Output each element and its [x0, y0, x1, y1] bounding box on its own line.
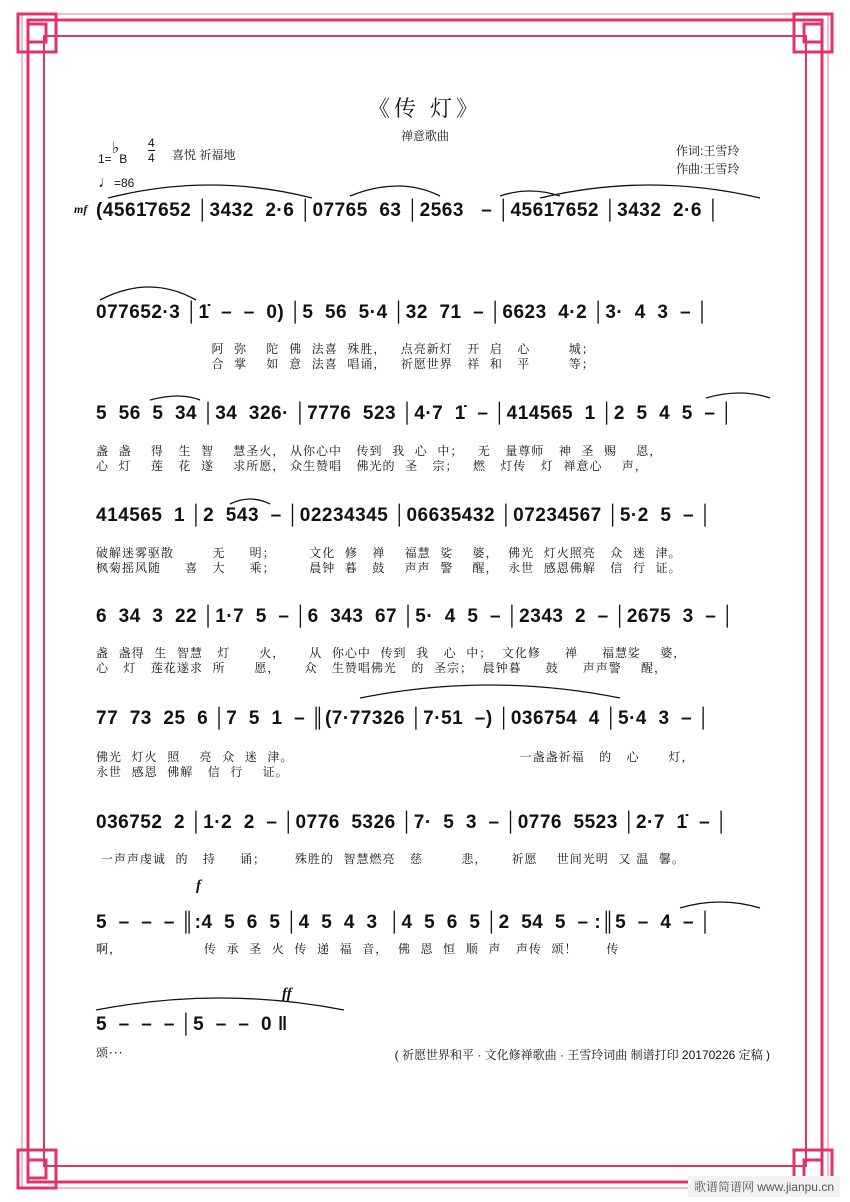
footer-note: ( 祈愿世界和平 · 文化修禅歌曲 · 王雪玲词曲 制谱打印 20170226 定稿 )	[394, 1048, 770, 1062]
lyric-row-7a: 一声声虔诚 的 持 诵； 殊胜的 智慧燃亮 慈 悲， 祈愿 世间光明 又 温 馨。	[96, 852, 685, 866]
score-row-2: 077652·3 │1̇ – – 0) │5 56 5·4 │32 71 – │6623 4·2 │3· 4 3 – │	[96, 302, 710, 323]
key-signature: 1=♭B	[98, 140, 128, 166]
lyric-row-4b: 枫菊摇风随 喜 大 乘； 晨钟 暮 鼓 声声 警 醒， 永世 感恩佛解 信 行 证。	[96, 561, 682, 575]
composer-credit: 作曲:王雪玲	[676, 162, 740, 176]
dynamic-mf: mf	[74, 202, 88, 216]
score-row-8: 5 – – – ║:4 5 6 5 │4 5 4 3 │4 5 6 5 │2 54 5 – :║5 – 4 – │	[96, 912, 713, 933]
site-watermark: 歌谱简谱网 www.jianpu.cn	[688, 1176, 840, 1197]
lyric-row-2a: 阿 弥 陀 佛 法喜 殊胜， 点亮新灯 开 启 心 城；	[96, 342, 595, 356]
score-row-6: 77 73 25 6 │7 5 1 – ║(7·77326 │7·51 –) │036754 4 │5·4 3 – │	[96, 708, 711, 729]
mood-marking: 喜悦 祈福地	[172, 148, 236, 162]
lyricist-credit: 作词:王雪玲	[676, 144, 740, 158]
score-row-5: 6 34 3 22 │1·7 5 – │6 343 67 │5· 4 5 – │2343 2 – │2675 3 – │	[96, 606, 735, 627]
lyric-row-5b: 心 灯 莲花遂求 所 愿， 众 生赞唱佛光 的 圣宗； 晨钟暮 鼓 声声警 醒，	[96, 661, 668, 675]
score-row-4: 414565 1 │2 543 – │02234345 │06635432 │07234567 │5·2 5 – │	[96, 505, 713, 526]
score-row-3: 5 56 5 34 │34 326· │7776 523 │4·7 1̇ – │414565 1 │2 5 4 5 – │	[96, 403, 734, 424]
lyric-row-9a: 颂···	[96, 1046, 124, 1060]
score-row-7: 036752 2 │1·2 2 – │0776 5326 │7· 5 3 – │0776 5523 │2·7 1̇ – │	[96, 812, 729, 833]
lyric-row-2b: 合 掌 如 意 法喜 唱诵， 祈愿世界 祥 和 平 等；	[96, 357, 595, 371]
lyric-row-5a: 盏 盏得 生 智慧 灯 火， 从 你心中 传到 我 心 中； 文化修 禅 福慧娑 婆，	[96, 646, 687, 660]
song-title: 《传 灯》	[367, 96, 483, 121]
time-signature: 4 4	[148, 136, 155, 165]
lyric-row-6b: 永世 感恩 佛解 信 行 证。	[96, 765, 289, 779]
tempo-marking: ♩=86	[98, 174, 135, 191]
dynamic-ff: ff	[282, 986, 292, 1002]
lyric-row-3b: 心 灯 莲 花 遂 求所愿， 众生赞唱 佛光的 圣 宗； 燃 灯传 灯 禅意心 声，	[96, 459, 648, 473]
lyric-row-8a: 啊， 传 承 圣 火 传 递 福 音， 佛 恩 恒 顺 声 声传 颂！ 传	[96, 942, 620, 956]
score-row-9: 5 – – – │5 – – 0 ‖	[96, 1014, 288, 1035]
score-row-1: (4561̇7652 │3432 2·6 │07765 63 │2563 – │4561̇7652 │3432 2·6 │	[96, 200, 721, 221]
lyric-row-3a: 盏 盏 得 生 智 慧圣火， 从你心中 传到 我 心 中； 无 量尊师 神 圣 赐 恩，	[96, 444, 663, 458]
dynamic-f: f	[196, 878, 201, 894]
lyric-row-6a: 佛光 灯火 照 亮 众 迷 津。 一盏盏祈福 的 心 灯，	[96, 750, 695, 764]
song-subtitle: 禅意歌曲	[400, 129, 449, 143]
quarter-note-icon: ♩	[98, 174, 114, 191]
lyric-row-4a: 破解迷雾驱散 无 明； 文化 修 禅 福慧 娑 婆， 佛光 灯火照亮 众 迷 津。	[96, 546, 682, 560]
